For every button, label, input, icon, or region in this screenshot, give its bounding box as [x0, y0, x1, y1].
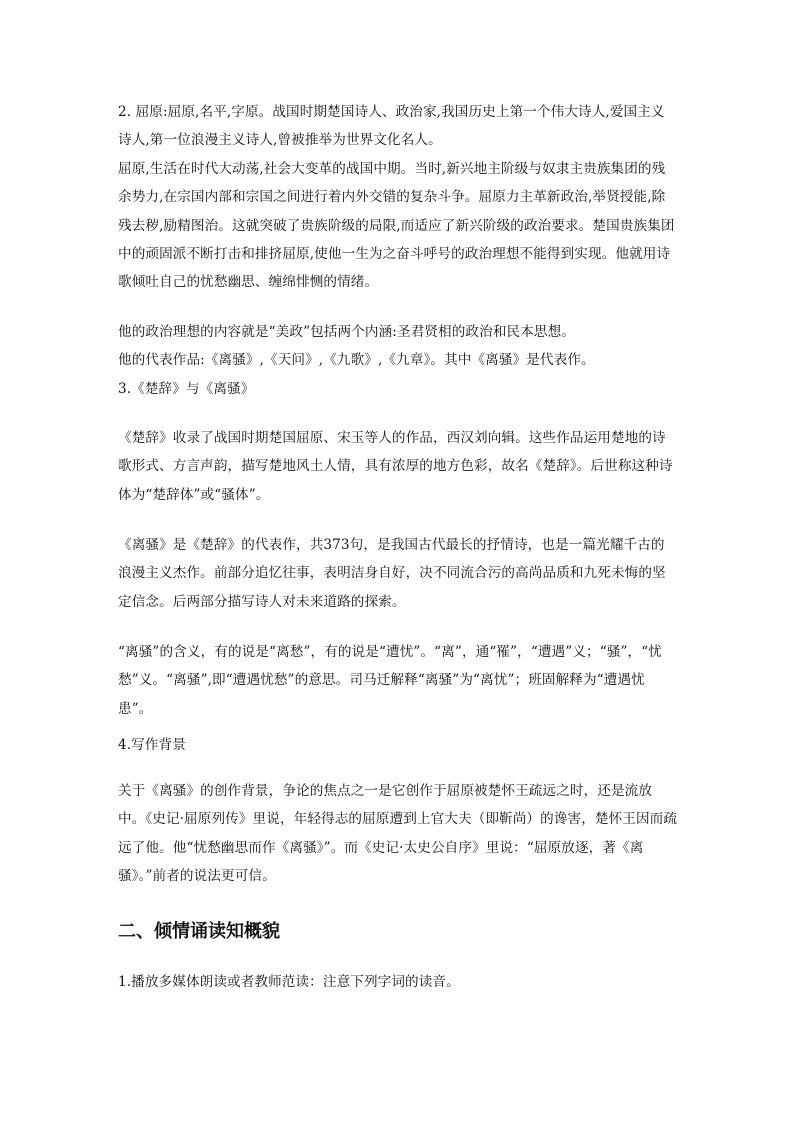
paragraph-background: 关于《离骚》的创作背景，争论的焦点之一是它创作于屈原被楚怀王疏远之时，还是流放中。《史记·屈原列传》里说，年轻得志的屈原遭到上官大夫（即靳尚）的谗害，楚怀王因而疏远了他。他“忧愁幽思而作《离骚》”。而《史记·太史公自序》里说：“屈原放逐，著《离骚》。”前者的说法更可信。	[118, 783, 678, 884]
paragraph-chuci: 《楚辞》收录了战国时期楚国屈原、宋玉等人的作品，西汉刘向辑。这些作品运用楚地的诗歌形式、方言声韵，描写楚地风土人情，具有浓厚的地方色彩，故名《楚辞》。后世称这种诗体为“楚辞体”或“骚体”。	[118, 430, 673, 503]
paragraph-quyuan-life: 屈原,生活在时代大动荡,社会大变革的战国中期。当时,新兴地主阶级与奴隶主贵族集团的残余势力,在宗国内部和宗国之间进行着内外交错的复杂斗争。屈原力主革新政治,举贤授能,除残去秽,励精图治。这就突破了贵族阶级的局限,而适应了新兴阶级的政治要求。楚国贵族集团中的顽固派不断打击和排挤屈原,使他一生为之奋斗呼号的政治理想不能得到实现。他就用诗歌倾吐自己的忧愁幽思、缠绵悱恻的情绪。	[118, 161, 675, 291]
paragraph-lisao-meaning: “离骚”的含义，有的说是“离愁”，有的说是“遭忧”。“离”，通“罹”，“遭遇”义；“骚”，“忧愁”义。“离骚”,即“遭遇忧愁”的意思。司马迁解释“离骚”为“离忧”；班固解释为“遭遇忧患”。	[118, 644, 662, 717]
paragraph-quyuan-intro: 2. 屈原:屈原,名平,字原。战国时期楚国诗人、政治家,我国历史上第一个伟大诗人,爱国主义诗人,第一位浪漫主义诗人,曾被推举为世界文化名人。	[118, 104, 665, 149]
section-heading-reading: 二、倾情诵读知概貌	[118, 921, 280, 942]
paragraph-representative-works: 他的代表作品:《离骚》,《天问》,《九歌》,《九章》。其中《离骚》是代表作。	[118, 352, 595, 368]
section-heading-background: 4.写作背景	[118, 737, 186, 753]
paragraph-political-ideal: 他的政治理想的内容就是“美政”包括两个内涵:圣君贤相的政治和民本思想。	[118, 324, 575, 340]
paragraph-reading-instruction: 1.播放多媒体朗读或者教师范读：注意下列字词的读音。	[118, 974, 460, 990]
section-heading-chuci-lisao: 3.《楚辞》与《离骚》	[118, 381, 255, 397]
paragraph-lisao: 《离骚》是《楚辞》的代表作，共373句，是我国古代最长的抒情诗，也是一篇光耀千古的浪漫主义杰作。前部分追忆往事，表明洁身自好，决不同流合污的高尚品质和九死未悔的坚定信念。后两部分描写诗人对未来道路的探索。	[118, 537, 666, 610]
